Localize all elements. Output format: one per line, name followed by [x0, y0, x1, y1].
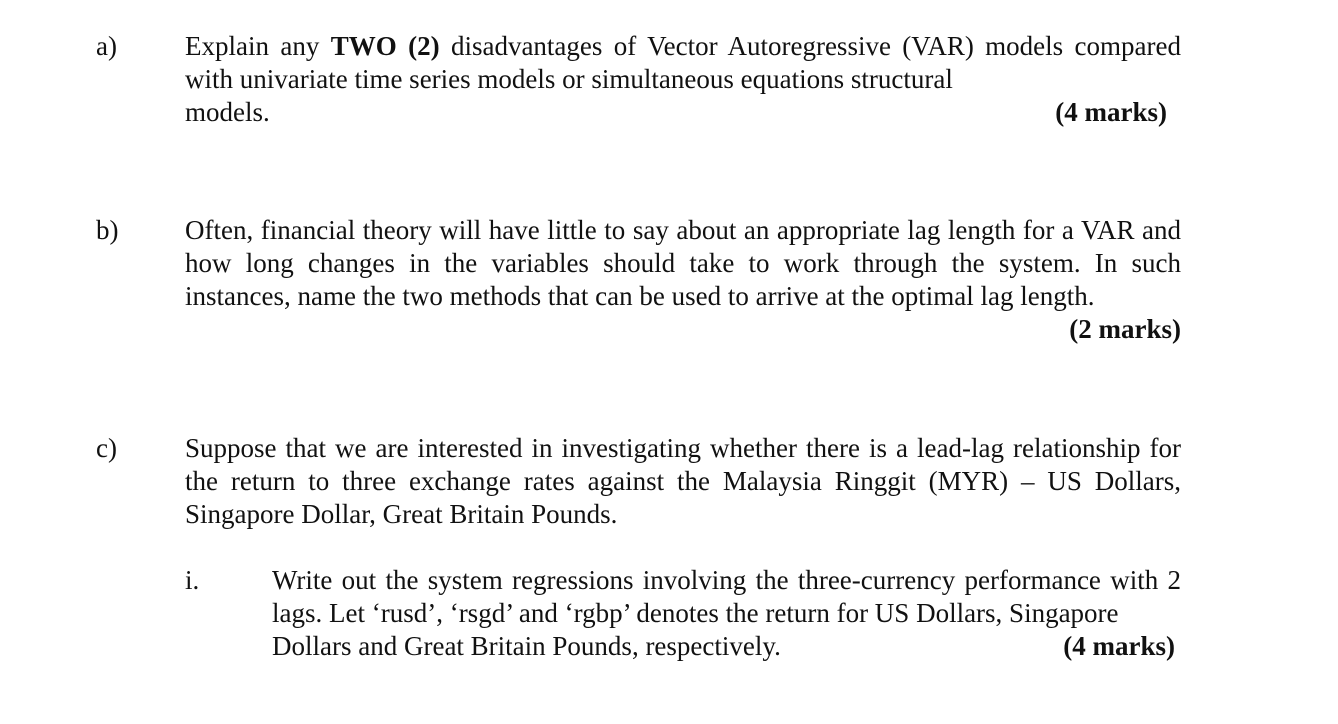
question-a-text-pre: Explain any [185, 31, 331, 61]
question-c-i-label: i. [185, 565, 200, 595]
question-c-i-block [272, 564, 1181, 663]
question-b-label: b) [96, 215, 119, 245]
question-c-label: c) [96, 433, 117, 463]
question-a-label: a) [96, 31, 117, 61]
question-c-i-marks: (4 marks) [1063, 631, 1175, 661]
question-b-marks: (2 marks) [1069, 314, 1181, 344]
question-b-text: Often, financial theory will have little to say about an appropriate lag length for a VAR and how long changes in the variables should take to work through the system. In such instances, name the two methods that can be used to arrive at the optimal lag length. [185, 215, 1181, 311]
question-c-i-text: Write out the system regressions involving the three-currency performance with 2 lags. Let ‘rusd’, ‘rsgd’ and ‘rgbp’ denotes the return for US Dollars, Singapore [272, 565, 1181, 628]
question-c-text: Suppose that we are interested in investigating whether there is a lead-lag relationship for the return to three exchange rates against the Malaysia Ringgit (MYR) – US Dollars, Singapore Dollar, Great Britain Pounds. [185, 433, 1181, 529]
question-a-last-line: models. [185, 97, 270, 127]
question-b-block [185, 214, 1181, 346]
question-a-text [185, 30, 1181, 129]
question-a-marks: (4 marks) [1055, 97, 1167, 127]
question-c-i-last-line: Dollars and Great Britain Pounds, respectively. [272, 631, 781, 661]
question-a-text-post: disadvantages of Vector Autoregressive (VAR) models compared with univariate time series models or simultaneous equations structural [185, 31, 1181, 94]
question-a-emphasis: TWO (2) [330, 31, 440, 61]
